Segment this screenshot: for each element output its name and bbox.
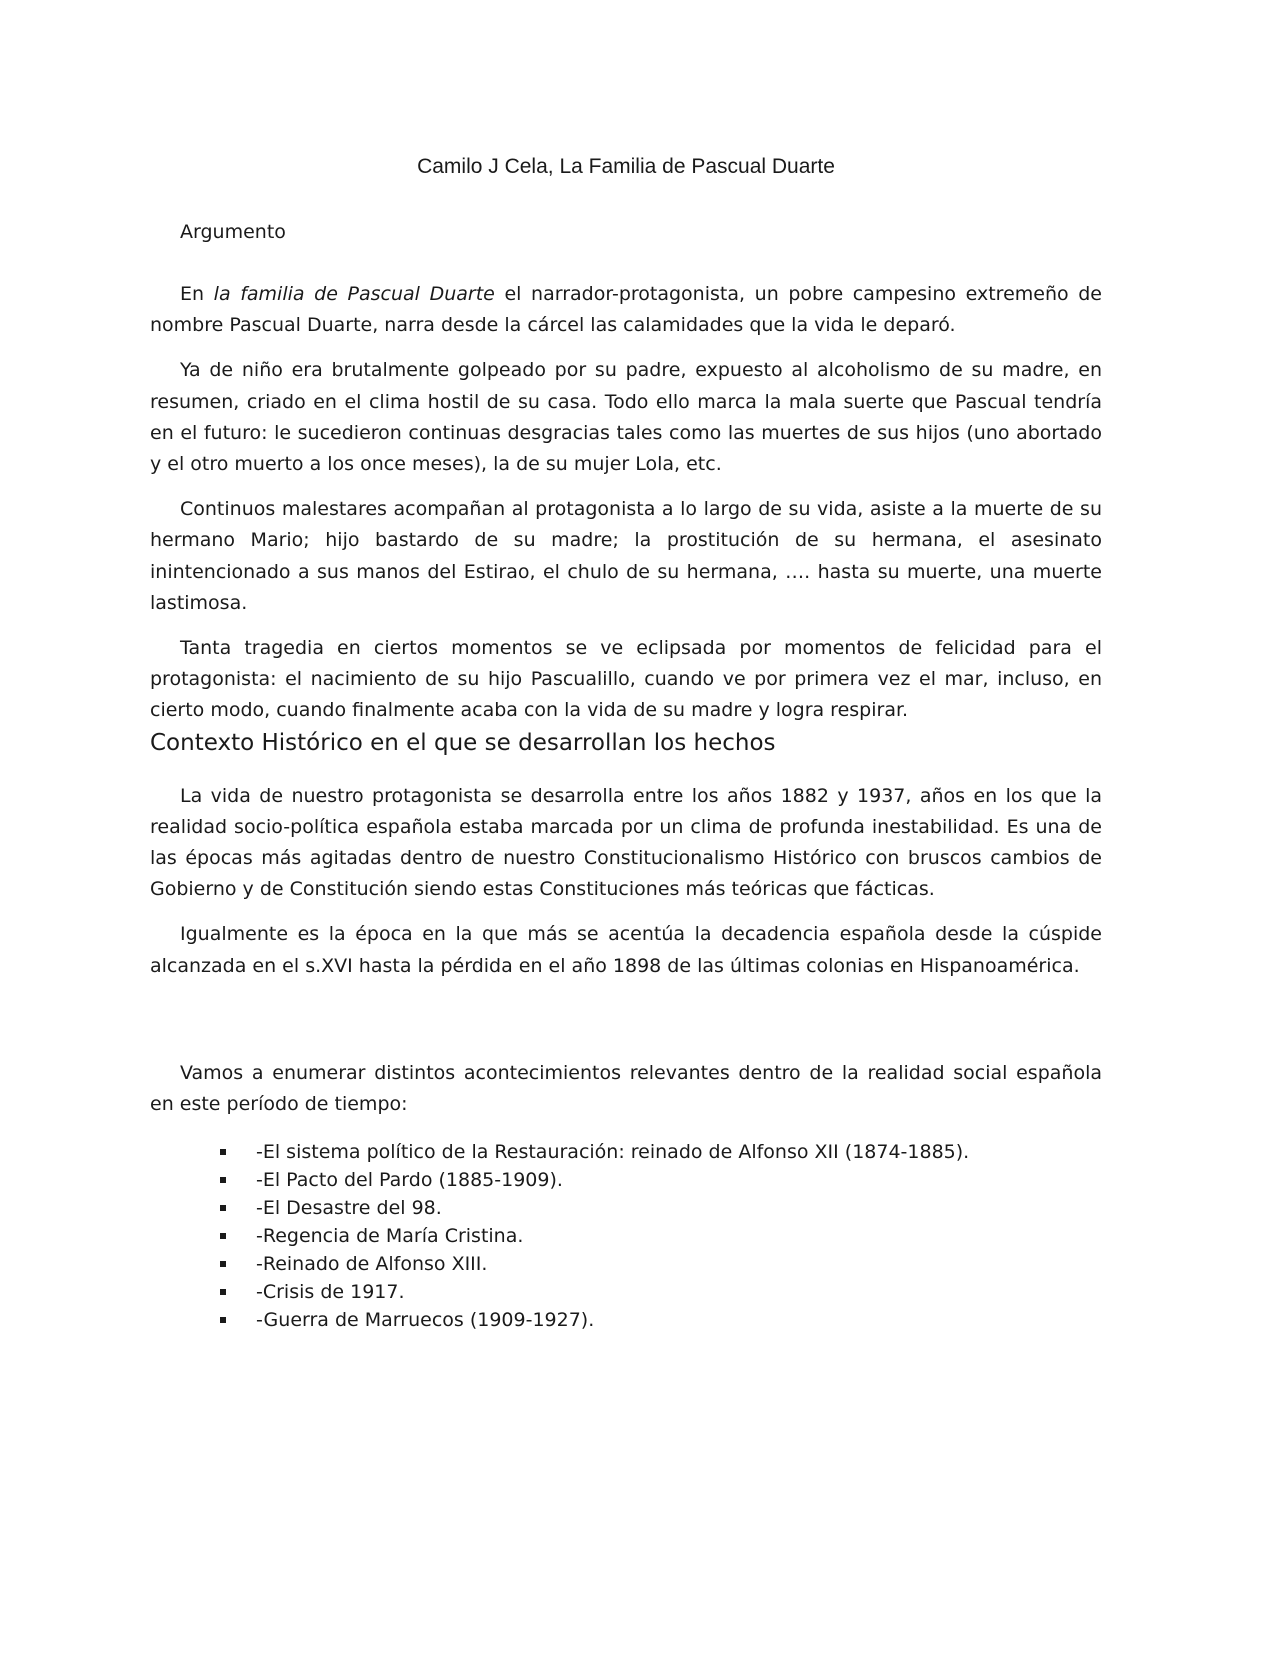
paragraph-1-rest: el narrador-protagonista, un pobre campesino extremeño de nombre Pascual Duarte, narra desde la cárcel las calamidades que la vida le deparó. (150, 283, 1102, 337)
list-item (220, 1194, 1102, 1222)
paragraph-6: Igualmente es la época en la que más se acentúa la decadencia española desde la cúspide alcanzada en el s.XVI hasta la pérdida en el año 1898 de las últimas colonias en Hispanoamérica. (150, 923, 1102, 977)
list-item (220, 1166, 1102, 1194)
section-heading-contexto: Contexto Histórico en el que se desarrollan los hechos (150, 729, 776, 756)
list-item (220, 1138, 1102, 1166)
square-bullet-icon (220, 1233, 226, 1239)
square-bullet-icon (220, 1261, 226, 1267)
paragraph-7: Vamos a enumerar distintos acontecimientos relevantes dentro de la realidad social española en este período de tiempo: (150, 1061, 1102, 1116)
list-item-text: -Regencia de María Cristina. (256, 1225, 524, 1248)
square-bullet-icon (220, 1177, 226, 1183)
square-bullet-icon (220, 1205, 226, 1211)
list-item (220, 1278, 1102, 1306)
square-bullet-icon (220, 1149, 226, 1155)
paragraph-1 (150, 279, 1102, 341)
list-item-text: -El sistema político de la Restauración: reinado de Alfonso XII (1874-1885). (256, 1141, 970, 1164)
blank-space (150, 996, 1102, 1058)
square-bullet-icon (220, 1289, 226, 1295)
paragraph-5: La vida de nuestro protagonista se desarrolla entre los años 1882 y 1937, años en los que la realidad socio-política española estaba marcada por un clima de profunda inestabilidad. Es una de las épocas más agitadas dentro de nuestro Constitucionalismo Histórico con bruscos cambios de Gobierno y de Constitución siendo estas Constituciones más teóricas que fácticas. (150, 784, 1102, 901)
list-item (220, 1222, 1102, 1250)
list-item-text: -El Pacto del Pardo (1885-1909). (256, 1169, 563, 1192)
book-title-italic: la familia de Pascual Duarte (213, 283, 495, 305)
events-list (150, 1138, 1102, 1334)
list-item (220, 1250, 1102, 1278)
section-label-argumento: Argumento (180, 221, 286, 243)
document-title: Camilo J Cela, La Familia de Pascual Duarte (417, 155, 835, 178)
list-item-text: -Reinado de Alfonso XIII. (256, 1253, 488, 1276)
paragraph-4: Tanta tragedia en ciertos momentos se ve eclipsada por momentos de felicidad para el protagonista: el nacimiento de su hijo Pascualillo, cuando ve por primera vez el mar, incluso, en cierto modo, cuando finalmente acaba con la vida de su madre y logra respirar. (150, 637, 1102, 722)
list-item-text: -Crisis de 1917. (256, 1281, 405, 1304)
paragraph-1-lead: En (180, 283, 214, 305)
square-bullet-icon (220, 1317, 226, 1323)
list-item (220, 1306, 1102, 1334)
paragraph-3: Continuos malestares acompañan al protagonista a lo largo de su vida, asiste a la muerte de su hermano Mario; hijo bastardo de su madre; la prostitución de su hermana, el asesinato inintencionado a sus manos del Estirao, el chulo de su hermana, …. hasta su muerte, una muerte lastimosa. (150, 498, 1102, 614)
paragraph-2: Ya de niño era brutalmente golpeado por su padre, expuesto al alcoholismo de su madre, en resumen, criado en el clima hostil de su casa. Todo ello marca la mala suerte que Pascual tendría en el futuro: le sucedieron continuas desgracias tales como las muertes de sus hijos (uno abortado y el otro muerto a los once meses), la de su mujer Lola, etc. (150, 359, 1102, 476)
list-item-text: -El Desastre del 98. (256, 1197, 442, 1220)
list-item-text: -Guerra de Marruecos (1909-1927). (256, 1309, 595, 1332)
document-content (150, 140, 1102, 1334)
